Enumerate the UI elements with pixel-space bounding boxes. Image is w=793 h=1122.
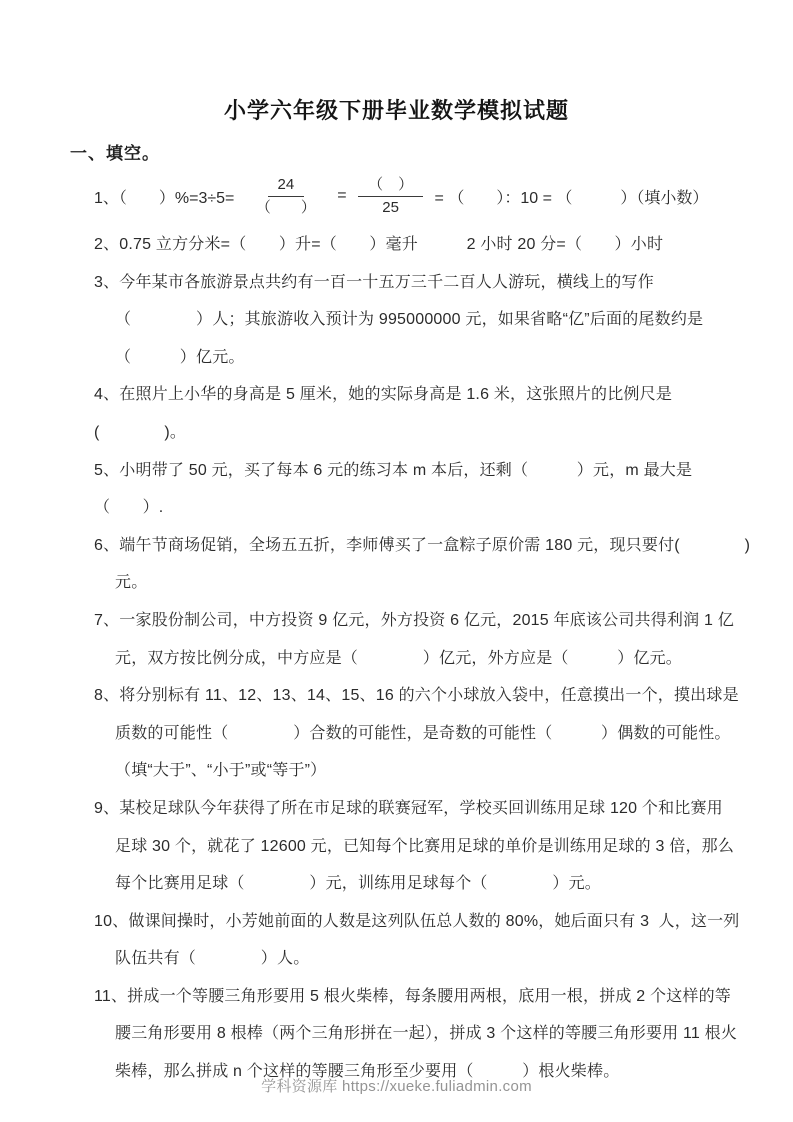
fraction-1-numerator: 24: [268, 175, 305, 197]
fraction-1-denominator: （ ）: [255, 198, 316, 216]
question-line: （填“大于”、“小于”或“等于”）: [115, 762, 327, 780]
question-line: 3、今年某市各旅游景点共约有一百一十五万三千二百人人游玩，横线上的写作: [94, 273, 654, 291]
question-line: 4、在照片上小华的身高是 5 厘米，她的实际身高是 1.6 米，这张照片的比例尺是( )。: [94, 386, 673, 441]
question-line: 7、一家股份制公司，中方投资 9 亿元，外方投资 6 亿元，2015 年底该公司共得利润 1 亿: [94, 611, 734, 629]
fraction-2-numerator: （ ）: [358, 175, 423, 197]
question-line: 元。: [115, 574, 148, 592]
question-line: 足球 30 个，就花了 12600 元，已知每个比赛用足球的单价是训练用足球的 3 倍，那么: [115, 837, 735, 855]
question-line: 元，双方按比例分成，中方应是（ ）亿元，外方应是（ ）亿元。: [115, 649, 683, 667]
page-footer: 学科资源库 https://xueke.fuliadmin.com: [261, 1078, 532, 1095]
question-line: 2、0.75 立方分米=（ ）升=（ ）毫升 2 小时 20 分=（ ）小时: [94, 236, 664, 253]
question-line: （ ）人；其旅游收入预计为 995000000 元，如果省略“亿”后面的尾数约是: [115, 311, 704, 329]
page-title: 小学六年级下册毕业数学模拟试题: [223, 98, 569, 123]
question-1-prefix: 1、（ ）%=3÷5=: [94, 189, 239, 207]
fraction-1: [246, 175, 326, 218]
question-line: 队伍共有（ ）人。: [115, 950, 310, 968]
question-line: 柴棒，那么拼成 n 个这样的等腰三角形至少要用（ ）根火柴棒。: [115, 1063, 620, 1081]
question-line: （ ）亿元。: [115, 348, 245, 366]
question-line: 10、做课间操时，小芳她前面的人数是这列队伍总人数的 80%，她后面只有 3 人，这一列: [94, 912, 740, 930]
question-list: [0, 226, 793, 1091]
question-1-equals: =: [332, 187, 352, 204]
fraction-2: [358, 175, 423, 218]
question-line: 腰三角形要用 8 根棒（两个三角形拼在一起），拼成 3 个这样的等腰三角形要用 11 根火: [115, 1025, 738, 1043]
section-header-fill-in-blanks: 一、填空。: [70, 144, 160, 163]
question-line: 6、端午节商场促销，全场五五折，李师傅买了一盒粽子原价需 180 元，现只要付( ): [94, 536, 751, 554]
question-line: 11、拼成一个等腰三角形要用 5 根火柴棒，每条腰用两根，底用一根，拼成 2 个这样的等: [94, 987, 731, 1005]
question-line: 8、将分别标有 11、12、13、14、15、16 的六个小球放入袋中，任意摸出一个，摸出球是: [94, 687, 739, 705]
question-line: 每个比赛用足球（ ）元，训练用足球每个（ ）元。: [115, 875, 602, 893]
question-1-suffix: = （ ）：10 = （ ）（填小数）: [430, 189, 709, 207]
question-1: [0, 166, 793, 226]
fraction-2-denominator: 25: [382, 198, 399, 216]
question-line: 质数的可能性（ ）合数的可能性，是奇数的可能性（ ）偶数的可能性。: [115, 724, 731, 742]
question-line: 9、某校足球队今年获得了所在市足球的联赛冠军，学校买回训练用足球 120 个和比赛用: [94, 799, 723, 817]
question-line: 5、小明带了 50 元，买了每本 6 元的练习本 m 本后，还剩（ ）元，m 最大是（ ）.: [94, 461, 693, 517]
